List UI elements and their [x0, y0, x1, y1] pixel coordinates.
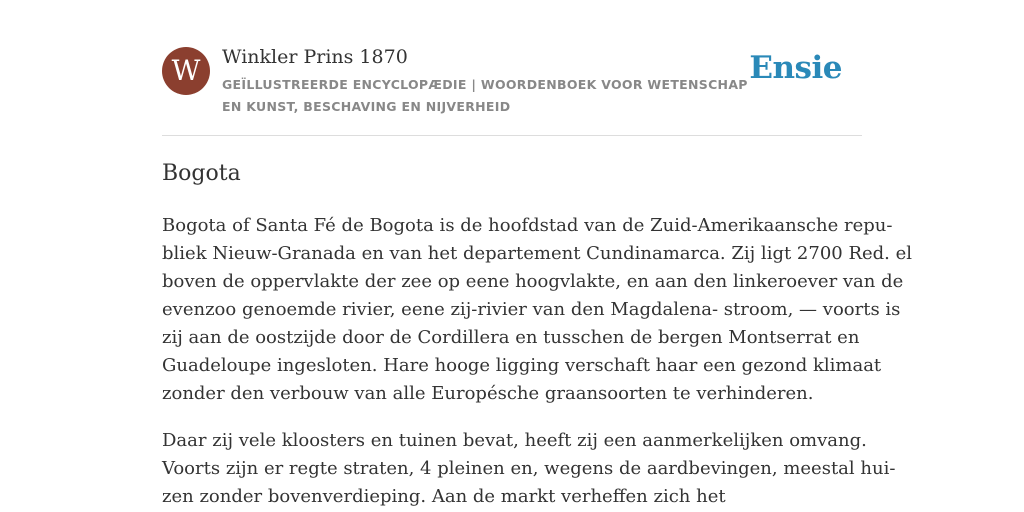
text-line: boven de oppervlakte der zee op eene hoogvlakte, en aan den linkeroever van de [162, 271, 904, 292]
text-line: bliek Nieuw-Granada en van het departement Cundinamarca. Zij ligt 2700 Red. el [162, 243, 913, 264]
source-subtitle: GEÏLLUSTREERDE ENCYCLOPÆDIE | WOORDENBOEK VOOR WETENSCHAP EN KUNST, BESCHAVING EN NIJVERHEID [222, 77, 748, 114]
paragraph [162, 212, 913, 408]
text-line: Voorts zijn er regte straten, 4 pleinen en, wegens de aardbevingen, meestal hui- [162, 458, 896, 479]
text-line: Bogota of Santa Fé de Bogota is de hoofdstad van de Zuid-Amerikaansche repu- [162, 215, 893, 236]
article-body [162, 212, 913, 512]
source-avatar[interactable]: W [162, 47, 210, 95]
text-line: zonder den verbouw van alle Europésche graansoorten te verhinderen. [162, 383, 814, 404]
text-line: zen zonder bovenverdieping. Aan de markt verheffen zich het [162, 486, 726, 507]
header-divider [162, 135, 862, 136]
text-line: zij aan de oostzijde door de Cordillera en tusschen de bergen Montserrat en [162, 327, 860, 348]
ensie-logo[interactable]: Ensie [749, 50, 842, 86]
article-title: Bogota [162, 161, 241, 186]
text-line: evenzoo genoemde rivier, eene zij-rivier van den Magdalena- stroom, — voorts is [162, 299, 901, 320]
source-title[interactable]: Winkler Prins 1870 [222, 46, 408, 68]
paragraph [162, 427, 896, 511]
text-line: Guadeloupe ingesloten. Hare hooge ligging verschaft haar een gezond klimaat [162, 355, 882, 376]
text-line: Daar zij vele kloosters en tuinen bevat, heeft zij een aanmerkelijken omvang. [162, 430, 867, 451]
source-header [162, 44, 862, 134]
